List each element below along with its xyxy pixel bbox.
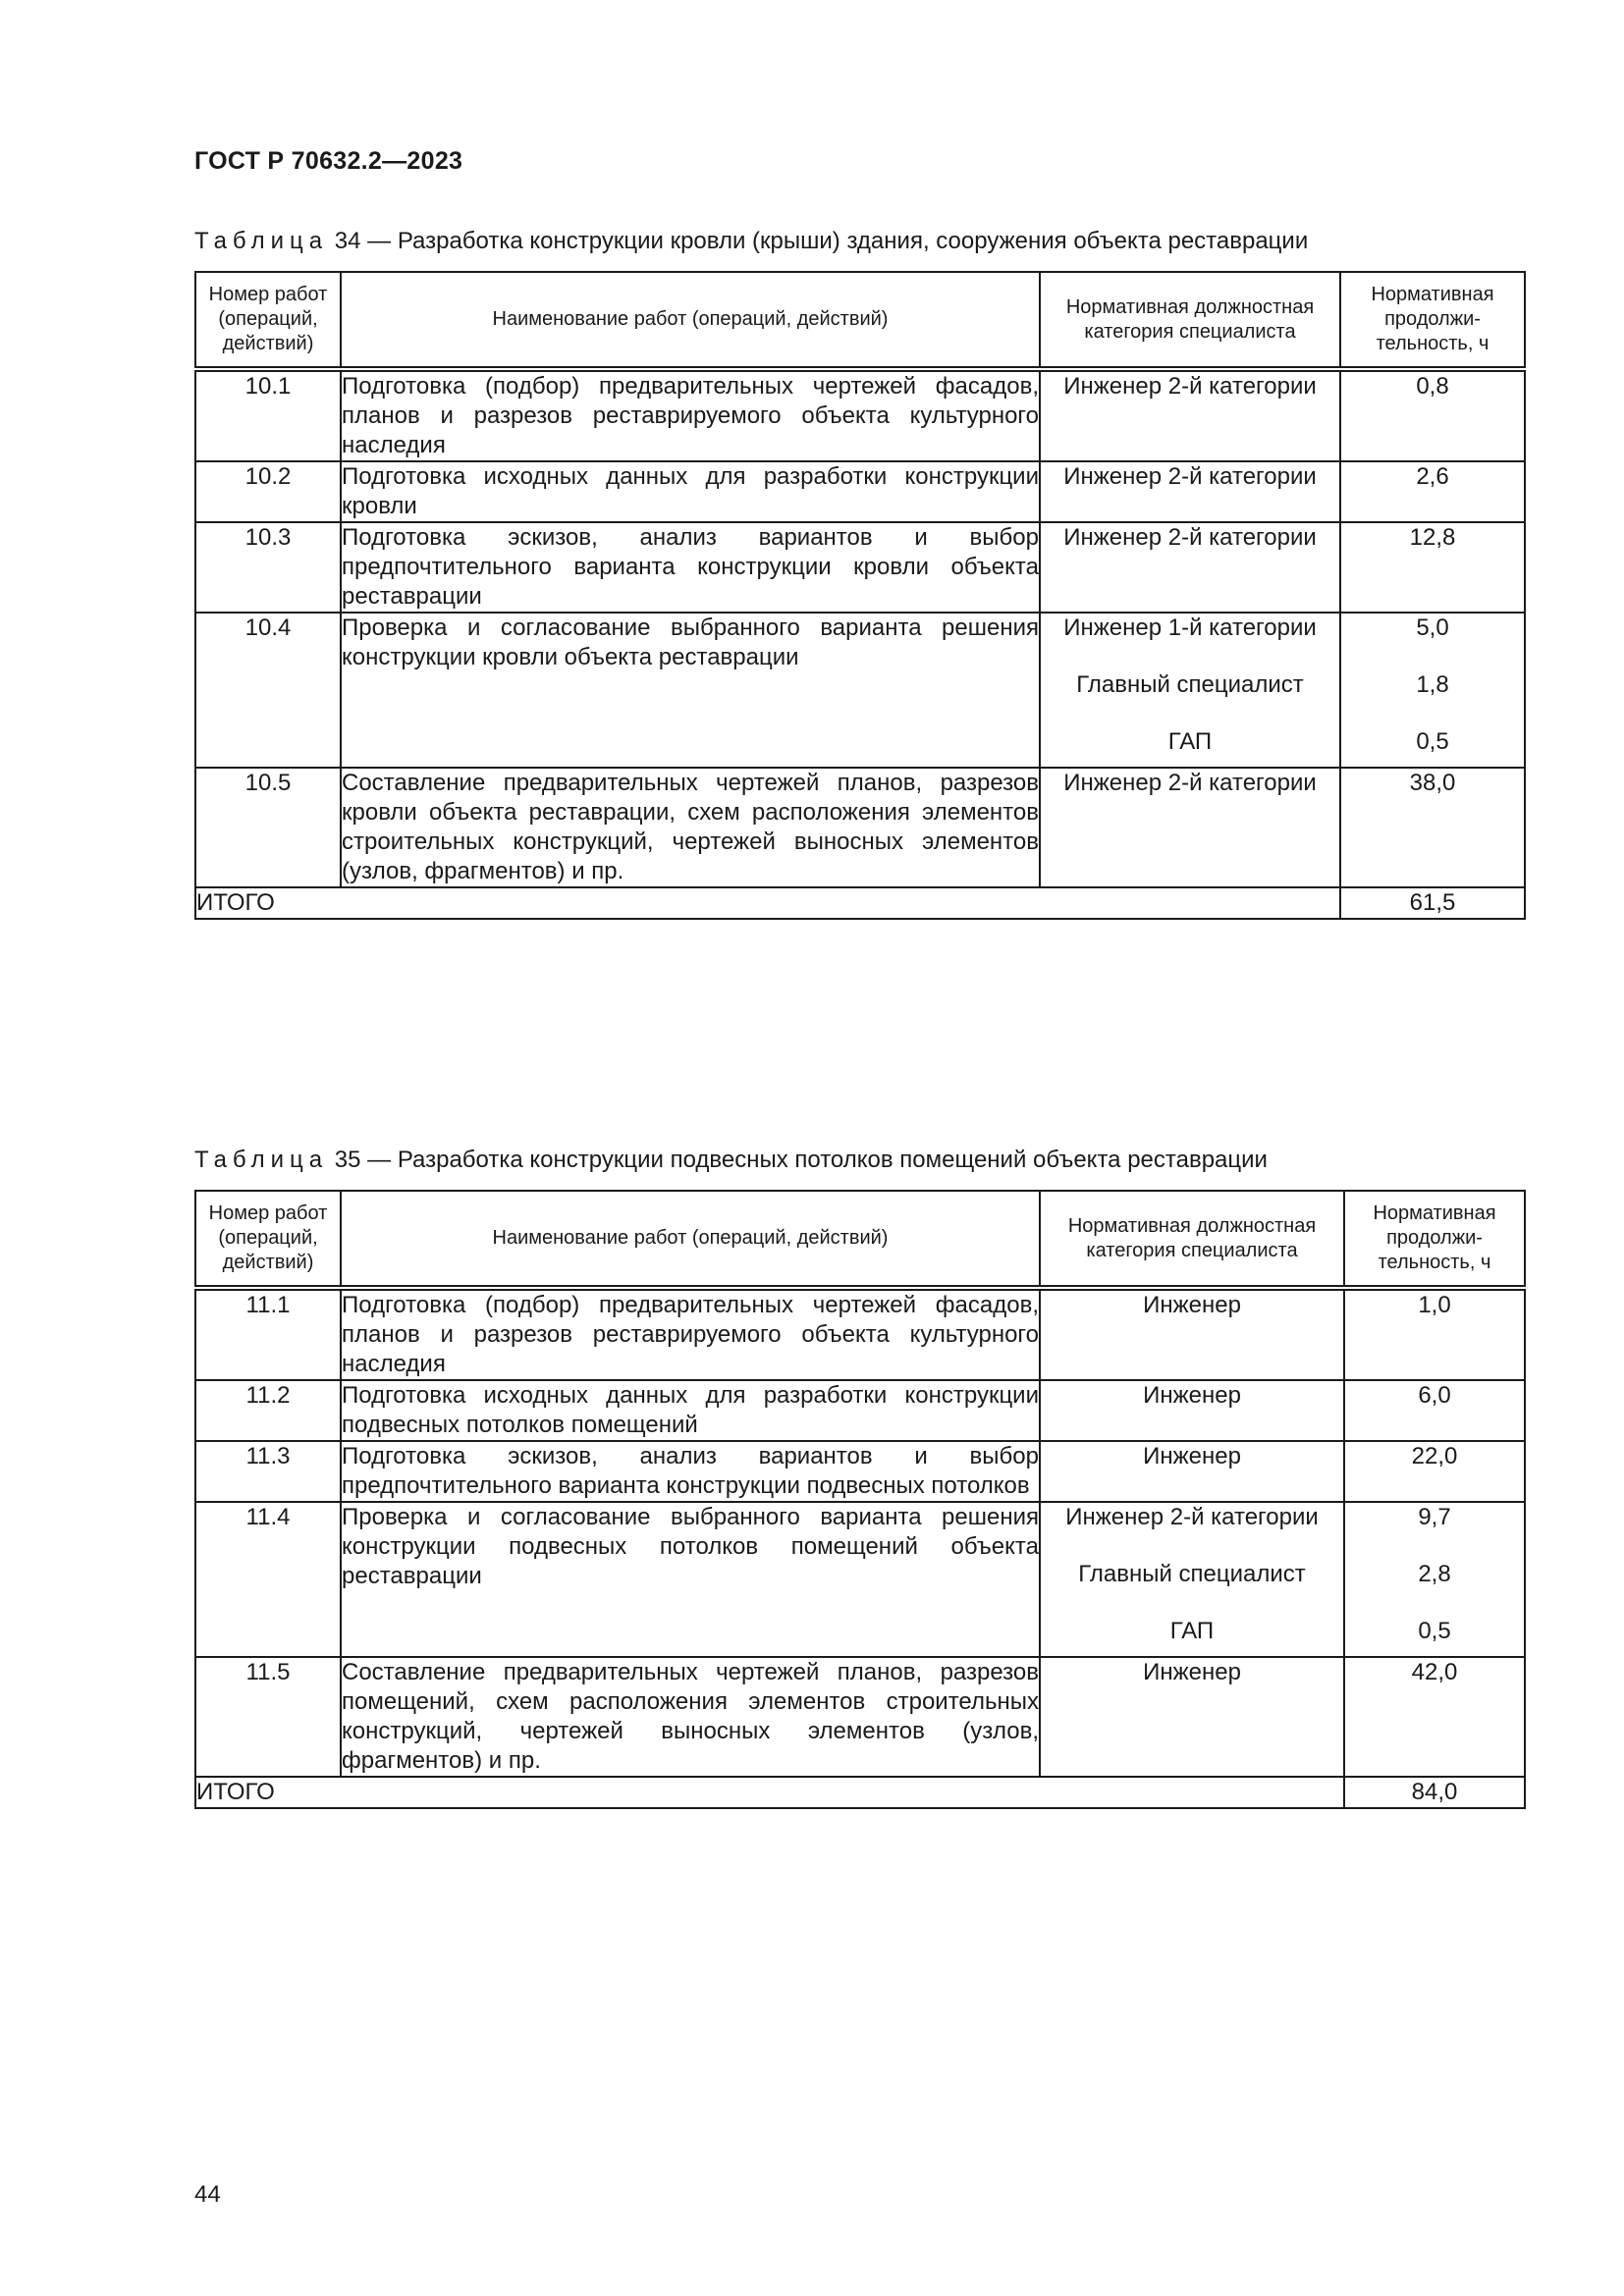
row-work-name: Подготовка эскизов, анализ вариантов и выбор предпочтительного варианта конструкции кровли объекта реставрации [341, 522, 1040, 613]
category-value: Инженер [1143, 1659, 1241, 1685]
table-row [195, 613, 1525, 768]
row-number: 11.4 [195, 1502, 341, 1657]
total-row [195, 887, 1525, 919]
row-category [1040, 522, 1340, 613]
category-value: ГАП [1167, 728, 1213, 755]
table-34-caption [194, 228, 1308, 255]
table-row [195, 369, 1525, 461]
row-category [1040, 1657, 1344, 1777]
duration-value: 2,6 [1416, 463, 1449, 490]
row-category [1040, 768, 1340, 887]
row-duration [1340, 768, 1525, 887]
table-row [195, 522, 1525, 613]
column-header-number: Номер работ (операций, действий) [195, 272, 341, 369]
table-row [195, 768, 1525, 887]
row-duration [1340, 613, 1525, 768]
duration-value: 6,0 [1418, 1382, 1451, 1409]
table-row [195, 1502, 1525, 1657]
row-duration [1344, 1441, 1525, 1502]
duration-value: 0,8 [1416, 373, 1449, 400]
row-duration [1344, 1657, 1525, 1777]
row-category [1040, 1288, 1344, 1380]
column-header-name: Наименование работ (операций, действий) [341, 1191, 1040, 1288]
table-35-header-row [195, 1191, 1525, 1288]
row-duration [1340, 461, 1525, 522]
duration-value: 22,0 [1411, 1443, 1458, 1469]
page-number: 44 [194, 2181, 221, 2208]
total-row [195, 1777, 1525, 1808]
row-work-name: Составление предварительных чертежей планов, разрезов кровли объекта реставрации, схем расположения элементов строительных конструкций, чертежей выносных элементов (узлов, фрагментов) и пр. [341, 768, 1040, 887]
duration-value: 1,8 [1416, 671, 1449, 698]
table-35-caption-text: 35 — Разработка конструкции подвесных потолков помещений объекта реставрации [334, 1147, 1268, 1173]
row-duration [1340, 369, 1525, 461]
table-row [195, 1657, 1525, 1777]
category-value: Инженер 2-й категории [1063, 373, 1317, 400]
column-header-name: Наименование работ (операций, действий) [341, 272, 1040, 369]
category-value: Инженер [1143, 1443, 1241, 1469]
duration-value: 9,7 [1418, 1504, 1451, 1530]
row-work-name: Подготовка исходных данных для разработки конструкции кровли [341, 461, 1040, 522]
row-duration [1344, 1502, 1525, 1657]
row-duration [1344, 1288, 1525, 1380]
row-category [1040, 369, 1340, 461]
category-value: Главный специалист [1076, 671, 1304, 698]
column-header-duration: Нормативная продолжи-тельность, ч [1344, 1191, 1525, 1288]
table-34-caption-text: 34 — Разработка конструкции кровли (крыши) здания, сооружения объекта реставрации [334, 228, 1309, 254]
column-header-category: Нормативная должностная категория специалиста [1040, 272, 1340, 369]
table-35-caption-prefix: Таблица [194, 1147, 329, 1173]
table-35-body [195, 1288, 1525, 1808]
document-code: ГОСТ Р 70632.2—2023 [194, 147, 463, 175]
row-number: 10.2 [195, 461, 341, 522]
row-duration [1340, 522, 1525, 613]
table-34-body [195, 369, 1525, 919]
row-number: 10.5 [195, 768, 341, 887]
column-header-duration: Нормативная продолжи-тельность, ч [1340, 272, 1525, 369]
row-work-name: Подготовка исходных данных для разработки конструкции подвесных потолков помещений [341, 1380, 1040, 1441]
duration-value: 1,0 [1418, 1292, 1451, 1318]
row-category [1040, 1380, 1344, 1441]
duration-value: 0,5 [1416, 728, 1449, 755]
table-row [195, 461, 1525, 522]
category-value: Инженер 2-й категории [1063, 524, 1317, 551]
table-34-header-row [195, 272, 1525, 369]
row-number: 10.4 [195, 613, 341, 768]
column-header-number: Номер работ (операций, действий) [195, 1191, 341, 1288]
row-number: 11.5 [195, 1657, 341, 1777]
row-number: 10.1 [195, 369, 341, 461]
duration-value: 2,8 [1418, 1561, 1451, 1587]
row-work-name: Подготовка (подбор) предварительных чертежей фасадов, планов и разрезов реставрируемого объекта культурного наследия [341, 1288, 1040, 1380]
duration-value: 12,8 [1409, 524, 1456, 551]
category-value: Инженер 2-й категории [1065, 1504, 1319, 1530]
table-row [195, 1441, 1525, 1502]
category-value: Инженер 2-й категории [1063, 463, 1317, 490]
column-header-category: Нормативная должностная категория специалиста [1040, 1191, 1344, 1288]
duration-value: 0,5 [1418, 1618, 1451, 1644]
row-number: 11.1 [195, 1288, 341, 1380]
row-number: 10.3 [195, 522, 341, 613]
row-work-name: Проверка и согласование выбранного варианта решения конструкции подвесных потолков помещений объекта реставрации [341, 1502, 1040, 1657]
row-duration [1344, 1380, 1525, 1441]
row-category [1040, 461, 1340, 522]
row-category [1040, 1502, 1344, 1657]
total-label: ИТОГО [195, 1777, 1344, 1808]
category-value: Инженер 2-й категории [1063, 770, 1317, 796]
category-value: Главный специалист [1078, 1561, 1306, 1587]
duration-value: 5,0 [1416, 614, 1449, 641]
table-35 [194, 1190, 1526, 1809]
table-row [195, 1380, 1525, 1441]
table-35-caption [194, 1147, 1268, 1174]
table-34 [194, 271, 1526, 920]
category-value: Инженер [1143, 1382, 1241, 1409]
row-work-name: Подготовка (подбор) предварительных чертежей фасадов, планов и разрезов реставрируемого объекта культурного наследия [341, 369, 1040, 461]
total-label: ИТОГО [195, 887, 1340, 919]
category-value: ГАП [1169, 1618, 1215, 1644]
category-value: Инженер 1-й категории [1063, 614, 1317, 641]
category-value: Инженер [1143, 1292, 1241, 1318]
total-value: 61,5 [1340, 887, 1525, 919]
row-category [1040, 613, 1340, 768]
duration-value: 38,0 [1409, 770, 1456, 796]
table-row [195, 1288, 1525, 1380]
table-34-caption-prefix: Таблица [194, 228, 329, 254]
row-number: 11.2 [195, 1380, 341, 1441]
row-work-name: Проверка и согласование выбранного варианта решения конструкции кровли объекта реставрации [341, 613, 1040, 768]
row-number: 11.3 [195, 1441, 341, 1502]
row-work-name: Подготовка эскизов, анализ вариантов и выбор предпочтительного варианта конструкции подвесных потолков [341, 1441, 1040, 1502]
duration-value: 42,0 [1411, 1659, 1458, 1685]
total-value: 84,0 [1344, 1777, 1525, 1808]
row-work-name: Составление предварительных чертежей планов, разрезов помещений, схем расположения элементов строительных конструкций, чертежей выносных элементов (узлов, фрагментов) и пр. [341, 1657, 1040, 1777]
row-category [1040, 1441, 1344, 1502]
